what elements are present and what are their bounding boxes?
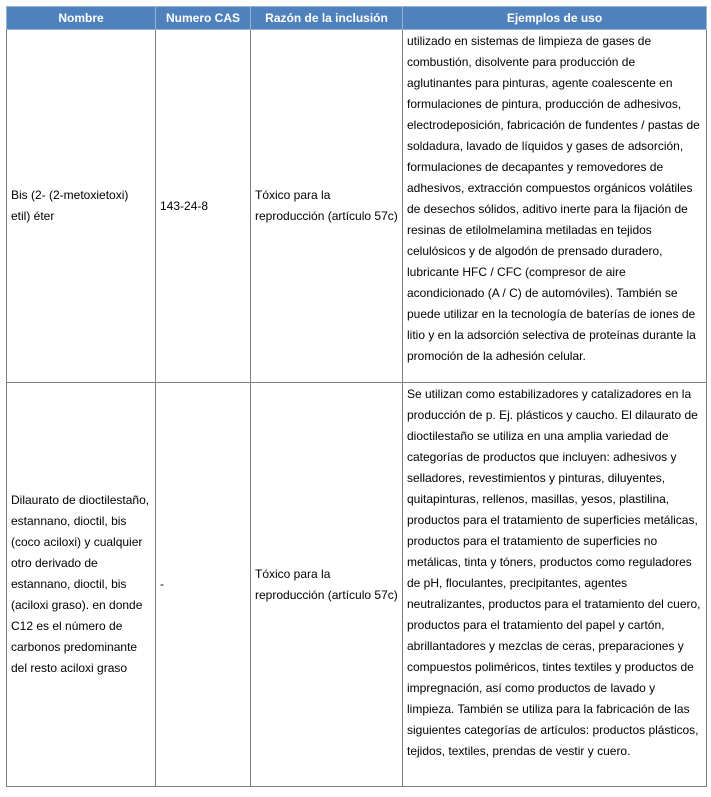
table-header-row <box>7 7 707 30</box>
cell-cas: - <box>156 383 251 787</box>
cell-name: Dilaurato de dioctilestaño, estannano, dioctil, bis (coco aciloxi) y cualquier otro derivado de estannano, dioctil, bis (aciloxi graso). en donde C12 es el número de carbonos predominante del resto aciloxi graso <box>7 383 156 787</box>
cell-uses: utilizado en sistemas de limpieza de gases de combustión, disolvente para producción de aglutinantes para pinturas, agente coalescente en formulaciones de pintura, producción de adhesivos, electrodeposición, fabricación de fundentes / pastas de soldadura, lavado de líquidos y gases de adsorción, formulaciones de decapantes y removedores de adhesivos, extracción compuestos orgánicos volátiles de desechos sólidos, aditivo inerte para la fijación de resinas de etilolmelamina metiladas en tejidos celulósicos y de algodón de prensado duradero, lubricante HFC / CFC (compresor de aire acondicionado (A / C) de automóviles). También se puede utilizar en la tecnología de baterías de iones de litio y en la adsorción selectiva de proteínas durante la promoción de la adhesión celular. <box>403 30 707 383</box>
cell-reason: Tóxico para la reproducción (artículo 57c) <box>251 30 403 383</box>
header-name: Nombre <box>7 7 156 30</box>
cell-uses: Se utilizan como estabilizadores y catalizadores en la producción de p. Ej. plásticos y caucho. El dilaurato de dioctilestaño se utiliza en una amplia variedad de categorías de productos que incluyen: adhesivos y selladores, revestimientos y pinturas, diluyentes, quitapinturas, rellenos, masillas, yesos, plastilina, productos para el tratamiento de superficies metálicas, productos para el tratamiento de superficies no metálicas, tinta y tóners, productos como reguladores de pH, floculantes, precipitantes, agentes neutralizantes, productos para el tratamiento del cuero, productos para el tratamiento del papel y cartón, abrillantadores y mezclas de ceras, preparaciones y compuestos poliméricos, tintes textiles y productos de impregnación, así como productos de lavado y limpieza. También se utiliza para la fabricación de las siguientes categorías de artículos: productos plásticos, tejidos, textiles, prendas de vestir y cuero. <box>403 383 707 787</box>
header-reason: Razón de la inclusión <box>251 7 403 30</box>
substances-table <box>6 6 707 787</box>
header-uses: Ejemplos de uso <box>403 7 707 30</box>
table-row <box>7 383 707 787</box>
header-cas: Numero CAS <box>156 7 251 30</box>
cell-cas: 143-24-8 <box>156 30 251 383</box>
cell-reason: Tóxico para la reproducción (artículo 57c) <box>251 383 403 787</box>
table-row <box>7 30 707 383</box>
cell-name: Bis (2- (2-metoxietoxi) etil) éter <box>7 30 156 383</box>
